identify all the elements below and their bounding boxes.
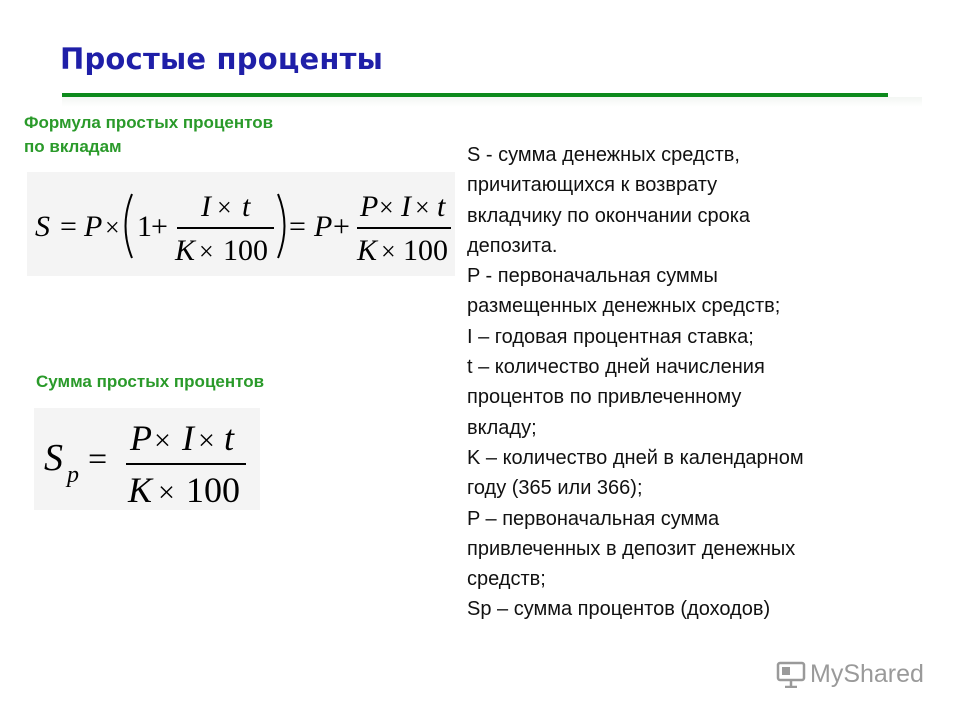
desc-line: I – годовая процентная ставка;: [467, 325, 754, 348]
desc-line: средств;: [467, 568, 546, 591]
desc-line: вкладчику по окончании срока: [467, 204, 751, 227]
formula2-t: t: [224, 418, 235, 458]
watermark-text: MyShared: [810, 659, 924, 688]
formula-P3: P: [360, 190, 379, 223]
formula-hundred1: 100: [223, 234, 268, 267]
desc-line: вкладу;: [467, 416, 537, 439]
formula-one: 1: [137, 210, 152, 243]
formula2-times2: ×: [198, 424, 215, 457]
formula-times4: ×: [379, 193, 394, 222]
formula2-I: I: [182, 418, 194, 458]
title-underline-shadow: [62, 97, 922, 107]
deposit-formula-heading: [24, 111, 273, 159]
formula-t2: t: [437, 190, 446, 223]
formula2-hundred: 100: [186, 470, 240, 510]
formula-S: S: [35, 210, 50, 243]
desc-line: P - первоначальная суммы: [467, 265, 718, 288]
formula-times2: ×: [217, 193, 232, 222]
desc-line: причитающихся к возврату: [467, 174, 718, 197]
title-underline: [62, 93, 888, 97]
presentation-board-icon: [776, 660, 806, 688]
formula-eq2: =: [289, 210, 306, 243]
formula2-eq: =: [88, 441, 108, 478]
deposit-formula-heading-line2: по вкладам: [24, 137, 122, 156]
desc-line: году (365 или 366);: [467, 477, 643, 500]
formula-plus1: +: [151, 210, 168, 243]
myshared-logo: [776, 658, 924, 690]
formula-plus2: +: [333, 210, 350, 243]
desc-line: K – количество дней в календарном: [467, 446, 804, 469]
formula-K2: K: [357, 234, 378, 267]
formula2-times1: ×: [154, 424, 171, 457]
formula-P2: P: [314, 210, 333, 243]
formula2-times3: ×: [158, 476, 175, 509]
slide-title: Простые проценты: [60, 42, 384, 76]
desc-line: P – первоначальная сумма: [467, 507, 720, 530]
deposit-formula: [27, 172, 455, 276]
variable-descriptions: [467, 140, 947, 625]
desc-line: размещенных денежных средств;: [467, 295, 781, 318]
formula-paren-close: [278, 194, 285, 258]
formula2-K: K: [128, 470, 153, 510]
formula-eq1: =: [60, 210, 77, 243]
formula2-S: S: [44, 437, 63, 479]
desc-line: t – количество дней начисления: [467, 356, 765, 379]
desc-line: S - сумма денежных средств,: [467, 144, 740, 166]
formula-times1: ×: [105, 213, 120, 242]
formula-times5: ×: [415, 193, 430, 222]
formula-hundred2: 100: [403, 234, 448, 267]
formula-P1: P: [84, 210, 103, 243]
formula2-P: P: [130, 418, 152, 458]
interest-sum-heading: Сумма простых процентов: [36, 372, 265, 391]
interest-sum-formula: [34, 408, 260, 510]
desc-line: Sp – сумма процентов (доходов): [467, 598, 771, 621]
desc-line: депозита.: [467, 234, 558, 257]
desc-line: привлеченных в депозит денежных: [467, 537, 796, 560]
formula-t1: t: [242, 190, 251, 223]
formula-times6: ×: [381, 237, 396, 266]
formula2-p-subscript: p: [67, 462, 79, 488]
formula-paren-open: [126, 194, 133, 258]
formula-K1: K: [175, 234, 196, 267]
formula-I2: I: [401, 190, 411, 223]
deposit-formula-heading-line1: Формула простых процентов: [24, 113, 274, 132]
formula-I1: I: [201, 190, 211, 223]
desc-line: процентов по привлеченному: [467, 386, 742, 409]
formula-times3: ×: [199, 237, 214, 266]
